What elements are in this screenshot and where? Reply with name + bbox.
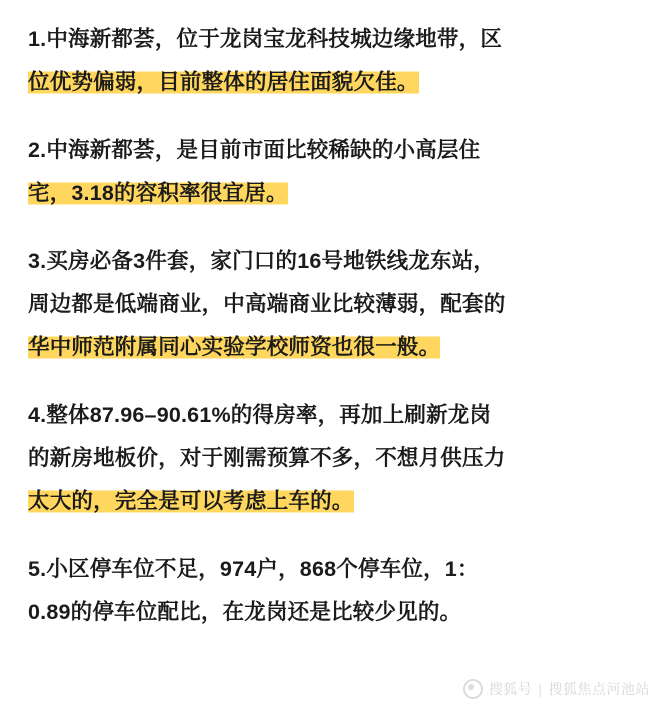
paragraph-line: [28, 480, 634, 523]
watermark: [463, 679, 650, 699]
text-run: 1.中海新都荟，位于龙岗宝龙科技城边缘地带，区: [28, 27, 503, 51]
paragraph-line: [28, 548, 634, 591]
paragraph-line: [28, 240, 634, 283]
paragraph-line: [28, 283, 634, 326]
text-run: 5.小区停车位不足，974户，868个停车位，1：: [28, 557, 479, 581]
highlighted-text: 宅，3.18的容积率很宜居。: [28, 181, 288, 205]
sohu-logo-icon: [463, 679, 483, 699]
watermark-site-label: 搜狐焦点河池站: [548, 681, 650, 697]
watermark-account-label: 搜狐号: [488, 681, 533, 697]
paragraph-list: [28, 18, 634, 634]
highlighted-text: 位优势偏弱，目前整体的居住面貌欠佳。: [28, 70, 419, 94]
paragraph-line: [28, 591, 634, 634]
watermark-separator: |: [538, 681, 543, 697]
text-run: 周边都是低端商业，中高端商业比较薄弱，配套的: [28, 292, 506, 316]
paragraph: [28, 18, 634, 104]
paragraph: [28, 240, 634, 369]
paragraph-line: [28, 326, 634, 369]
paragraph-line: [28, 437, 634, 480]
highlighted-text: 太大的，完全是可以考虑上车的。: [28, 489, 354, 513]
paragraph-line: [28, 61, 634, 104]
highlighted-text: 华中师范附属同心实验学校师资也很一般。: [28, 335, 441, 359]
paragraph-line: [28, 129, 634, 172]
paragraph-line: [28, 18, 634, 61]
paragraph-line: [28, 172, 634, 215]
text-run: 的新房地板价，对于刚需预算不多，不想月供压力: [28, 446, 506, 470]
text-run: 4.整体87.96–90.61%的得房率，再加上刷新龙岗: [28, 403, 492, 427]
text-run: 2.中海新都荟，是目前市面比较稀缺的小高层住: [28, 138, 481, 162]
paragraph: [28, 394, 634, 523]
text-run: 0.89的停车位配比，在龙岗还是比较少见的。: [28, 600, 462, 624]
paragraph: [28, 548, 634, 634]
text-run: 3.买房必备3件套，家门口的16号地铁线龙东站，: [28, 249, 496, 273]
paragraph: [28, 129, 634, 215]
paragraph-line: [28, 394, 634, 437]
